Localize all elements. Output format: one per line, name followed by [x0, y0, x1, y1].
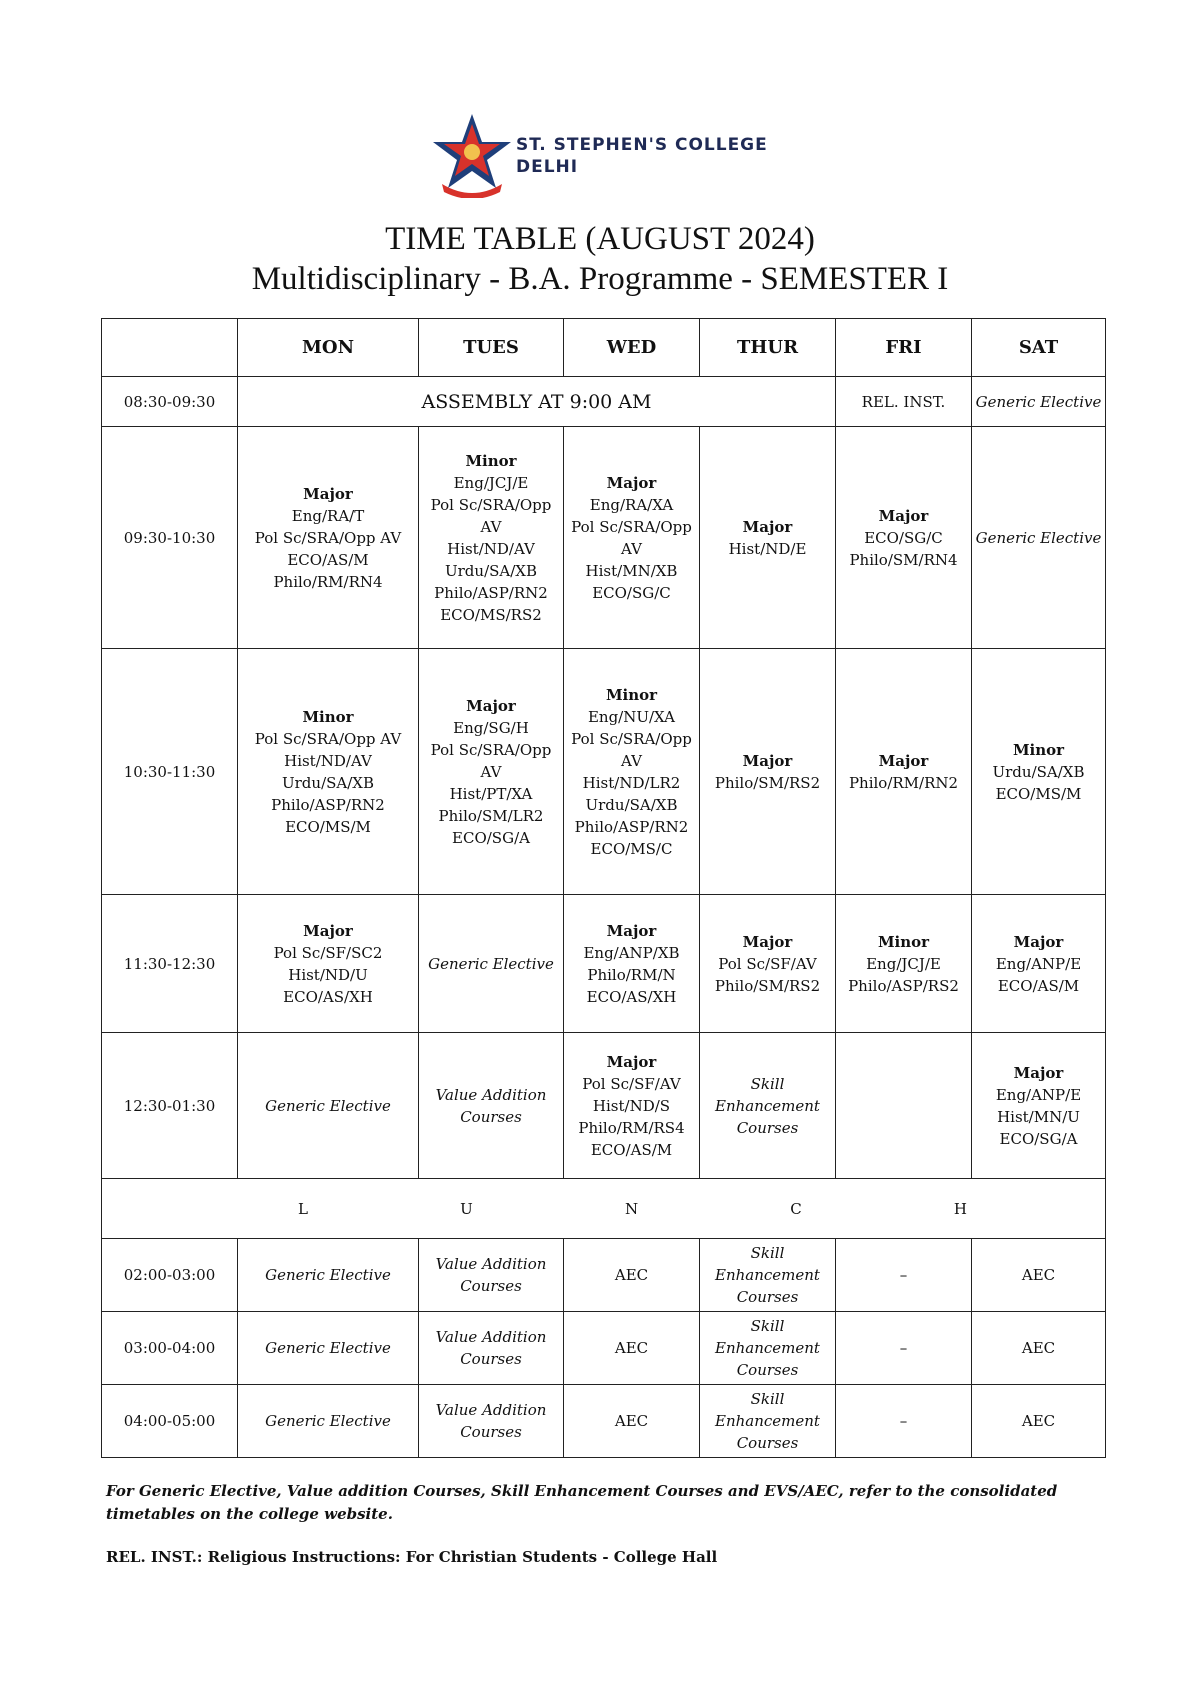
course-line: Pol Sc/SRA/Opp AV — [430, 740, 552, 781]
lunch-letter: N — [624, 1199, 639, 1218]
class-cell — [700, 427, 836, 649]
course-line: Hist/PT/XA — [449, 784, 533, 803]
course-line: ECO/SG/C — [592, 583, 671, 602]
rel-inst-cell: REL. INST. — [836, 377, 972, 427]
class-cell — [564, 427, 700, 649]
table-row — [102, 427, 1106, 649]
course-line: Hist/ND/AV — [284, 751, 372, 770]
class-cell — [419, 427, 564, 649]
page-subtitle: Multidisciplinary - B.A. Programme - SEMESTER I — [251, 261, 949, 297]
day-header: FRI — [836, 319, 972, 377]
lunch-banner — [102, 1179, 1106, 1239]
course-line: ECO/AS/M — [997, 976, 1080, 995]
class-cell — [972, 649, 1106, 895]
timetable — [101, 318, 1106, 1458]
paper-type: Major — [1013, 932, 1064, 951]
course-line: Urdu/SA/XB — [992, 762, 1085, 781]
lunch-letter: H — [953, 1199, 967, 1218]
skill-enhancement-cell: Skill Enhancement Courses — [700, 1385, 836, 1458]
course-line: Eng/JCJ/E — [453, 473, 529, 492]
course-line: ECO/AS/M — [590, 1140, 673, 1159]
class-cell — [238, 895, 419, 1033]
class-cell — [564, 649, 700, 895]
paper-type: Minor — [877, 932, 930, 951]
paper-type: Minor — [1012, 740, 1065, 759]
aec-cell: AEC — [972, 1385, 1106, 1458]
class-cell — [238, 427, 419, 649]
course-line: Pol Sc/SRA/Opp AV — [571, 729, 692, 770]
college-logo — [432, 112, 792, 202]
value-addition-cell: Value Addition Courses — [419, 1312, 564, 1385]
course-line: Philo/ASP/RS2 — [848, 976, 959, 995]
course-line: Philo/RM/N — [587, 965, 676, 984]
course-line: ECO/SG/C — [864, 528, 943, 547]
empty-cell: – — [836, 1239, 972, 1312]
time-slot: 03:00-04:00 — [102, 1312, 238, 1385]
course-line: Eng/ANP/E — [995, 1085, 1082, 1104]
generic-elective-cell: Generic Elective — [972, 427, 1106, 649]
course-line: Pol Sc/SRA/Opp AV — [254, 528, 402, 547]
course-line: ECO/MS/M — [285, 817, 371, 836]
generic-elective-cell: Generic Elective — [238, 1239, 419, 1312]
page-title: TIME TABLE (AUGUST 2024) — [385, 221, 815, 257]
class-cell — [238, 649, 419, 895]
time-slot: 02:00-03:00 — [102, 1239, 238, 1312]
generic-elective-cell: Generic Elective — [238, 1312, 419, 1385]
course-line: Philo/SM/LR2 — [438, 806, 544, 825]
class-cell — [700, 895, 836, 1033]
course-line: Eng/JCJ/E — [866, 954, 941, 973]
course-line: Eng/RA/T — [291, 506, 365, 525]
aec-cell: AEC — [564, 1239, 700, 1312]
empty-cell: – — [836, 1312, 972, 1385]
paper-type: Major — [606, 473, 657, 492]
day-header: TUES — [419, 319, 564, 377]
paper-type: Major — [878, 506, 929, 525]
table-row — [102, 649, 1106, 895]
course-line: Pol Sc/SRA/Opp AV — [254, 729, 402, 748]
paper-type: Minor — [465, 451, 517, 470]
generic-elective-cell: Generic Elective — [238, 1385, 419, 1458]
course-line: Eng/RA/XA — [589, 495, 674, 514]
course-line: Pol Sc/SF/SC2 — [273, 943, 383, 962]
generic-elective-cell: Generic Elective — [419, 895, 564, 1033]
course-line: ECO/MS/C — [590, 839, 673, 858]
day-header-row — [102, 319, 1106, 377]
course-line: Hist/ND/E — [728, 539, 807, 558]
paper-type: Major — [606, 921, 657, 940]
lunch-letter: C — [790, 1199, 802, 1218]
paper-type: Major — [1013, 1063, 1064, 1082]
course-line: Hist/ND/AV — [447, 539, 535, 558]
course-line: Philo/SM/RS2 — [714, 976, 821, 995]
aec-cell: AEC — [972, 1239, 1106, 1312]
course-line: Eng/ANP/XB — [583, 943, 680, 962]
time-slot: 12:30-01:30 — [102, 1033, 238, 1179]
day-header: SAT — [972, 319, 1106, 377]
class-cell — [564, 1033, 700, 1179]
day-header: WED — [564, 319, 700, 377]
day-header: THUR — [700, 319, 836, 377]
course-line: ECO/AS/XH — [283, 987, 373, 1006]
course-line: Hist/MN/U — [997, 1107, 1080, 1126]
table-row — [102, 1385, 1106, 1458]
college-name-line2: DELHI — [516, 157, 579, 177]
aec-cell: AEC — [564, 1385, 700, 1458]
paper-type: Major — [742, 517, 793, 536]
aec-cell: AEC — [564, 1312, 700, 1385]
paper-type: Major — [303, 921, 353, 940]
time-slot: 11:30-12:30 — [102, 895, 238, 1033]
course-line: Philo/SM/RS2 — [714, 773, 821, 792]
page-title-block — [0, 220, 1200, 300]
corner-cell — [102, 319, 238, 377]
course-line: Pol Sc/SRA/Opp AV — [571, 517, 692, 558]
aec-cell: AEC — [972, 1312, 1106, 1385]
class-cell — [836, 649, 972, 895]
value-addition-cell: Value Addition Courses — [419, 1239, 564, 1312]
college-name — [516, 134, 768, 178]
class-cell — [836, 895, 972, 1033]
class-cell — [419, 649, 564, 895]
generic-elective-cell: Generic Elective — [972, 377, 1106, 427]
lunch-letter: U — [460, 1199, 473, 1218]
course-line: ECO/SG/A — [999, 1129, 1078, 1148]
table-row — [102, 377, 1106, 427]
time-slot: 04:00-05:00 — [102, 1385, 238, 1458]
course-line: Philo/ASP/RN2 — [574, 817, 689, 836]
assembly-cell: ASSEMBLY AT 9:00 AM — [238, 377, 836, 427]
table-row — [102, 1239, 1106, 1312]
paper-type: Major — [606, 1052, 657, 1071]
course-line: ECO/MS/RS2 — [440, 605, 542, 624]
course-line: Pol Sc/SRA/Opp AV — [430, 495, 552, 536]
paper-type: Major — [742, 751, 793, 770]
empty-cell — [836, 1033, 972, 1179]
paper-type: Major — [466, 696, 516, 715]
skill-enhancement-cell: Skill Enhancement Courses — [700, 1033, 836, 1179]
day-header: MON — [238, 319, 419, 377]
skill-enhancement-cell: Skill Enhancement Courses — [700, 1312, 836, 1385]
course-line: Eng/ANP/E — [995, 954, 1082, 973]
empty-cell: – — [836, 1385, 972, 1458]
footnote-electives: For Generic Elective, Value addition Courses, Skill Enhancement Courses and EVS/AEC, refer to the consolidated timetables on the college website. — [106, 1482, 1058, 1523]
time-slot: 10:30-11:30 — [102, 649, 238, 895]
college-name-line1: ST. STEPHEN'S COLLEGE — [516, 135, 768, 155]
value-addition-cell: Value Addition Courses — [419, 1385, 564, 1458]
course-line: ECO/MS/M — [995, 784, 1082, 803]
course-line: Philo/SM/RN4 — [849, 550, 958, 569]
table-row — [102, 1312, 1106, 1385]
paper-type: Major — [303, 484, 353, 503]
course-line: Urdu/SA/XB — [445, 561, 537, 580]
class-cell — [972, 1033, 1106, 1179]
table-row — [102, 895, 1106, 1033]
table-row — [102, 1033, 1106, 1179]
course-line: Philo/RM/RS4 — [578, 1118, 685, 1137]
course-line: Hist/ND/U — [288, 965, 368, 984]
course-line: Pol Sc/SF/AV — [582, 1074, 681, 1093]
paper-type: Major — [742, 932, 793, 951]
course-line: Hist/ND/S — [592, 1096, 671, 1115]
time-slot: 08:30-09:30 — [102, 377, 238, 427]
star-emblem-icon — [432, 112, 512, 198]
course-line: Eng/NU/XA — [587, 707, 676, 726]
course-line: Philo/RM/RN2 — [848, 773, 959, 792]
footnote-rel-inst: REL. INST.: Religious Instructions: For Christian Students - College Hall — [106, 1548, 718, 1566]
course-line: ECO/AS/XH — [586, 987, 677, 1006]
course-line: Philo/RM/RN4 — [273, 572, 383, 591]
paper-type: Minor — [605, 685, 658, 704]
paper-type: Major — [878, 751, 929, 770]
course-line: ECO/SG/A — [452, 828, 530, 847]
class-cell — [700, 649, 836, 895]
course-line: Urdu/SA/XB — [585, 795, 678, 814]
lunch-row — [102, 1179, 1106, 1239]
time-slot: 09:30-10:30 — [102, 427, 238, 649]
class-cell — [972, 895, 1106, 1033]
class-cell — [836, 427, 972, 649]
course-line: Philo/ASP/RN2 — [434, 583, 548, 602]
lunch-letter: L — [298, 1199, 308, 1218]
course-line: Eng/SG/H — [453, 718, 529, 737]
class-cell — [564, 895, 700, 1033]
course-line: ECO/AS/M — [287, 550, 369, 569]
skill-enhancement-cell: Skill Enhancement Courses — [700, 1239, 836, 1312]
value-addition-cell: Value Addition Courses — [419, 1033, 564, 1179]
course-line: Hist/MN/XB — [585, 561, 678, 580]
generic-elective-cell: Generic Elective — [238, 1033, 419, 1179]
paper-type: Minor — [302, 707, 354, 726]
course-line: Pol Sc/SF/AV — [718, 954, 817, 973]
course-line: Hist/ND/LR2 — [582, 773, 681, 792]
course-line: Urdu/SA/XB — [282, 773, 374, 792]
course-line: Philo/ASP/RN2 — [271, 795, 385, 814]
